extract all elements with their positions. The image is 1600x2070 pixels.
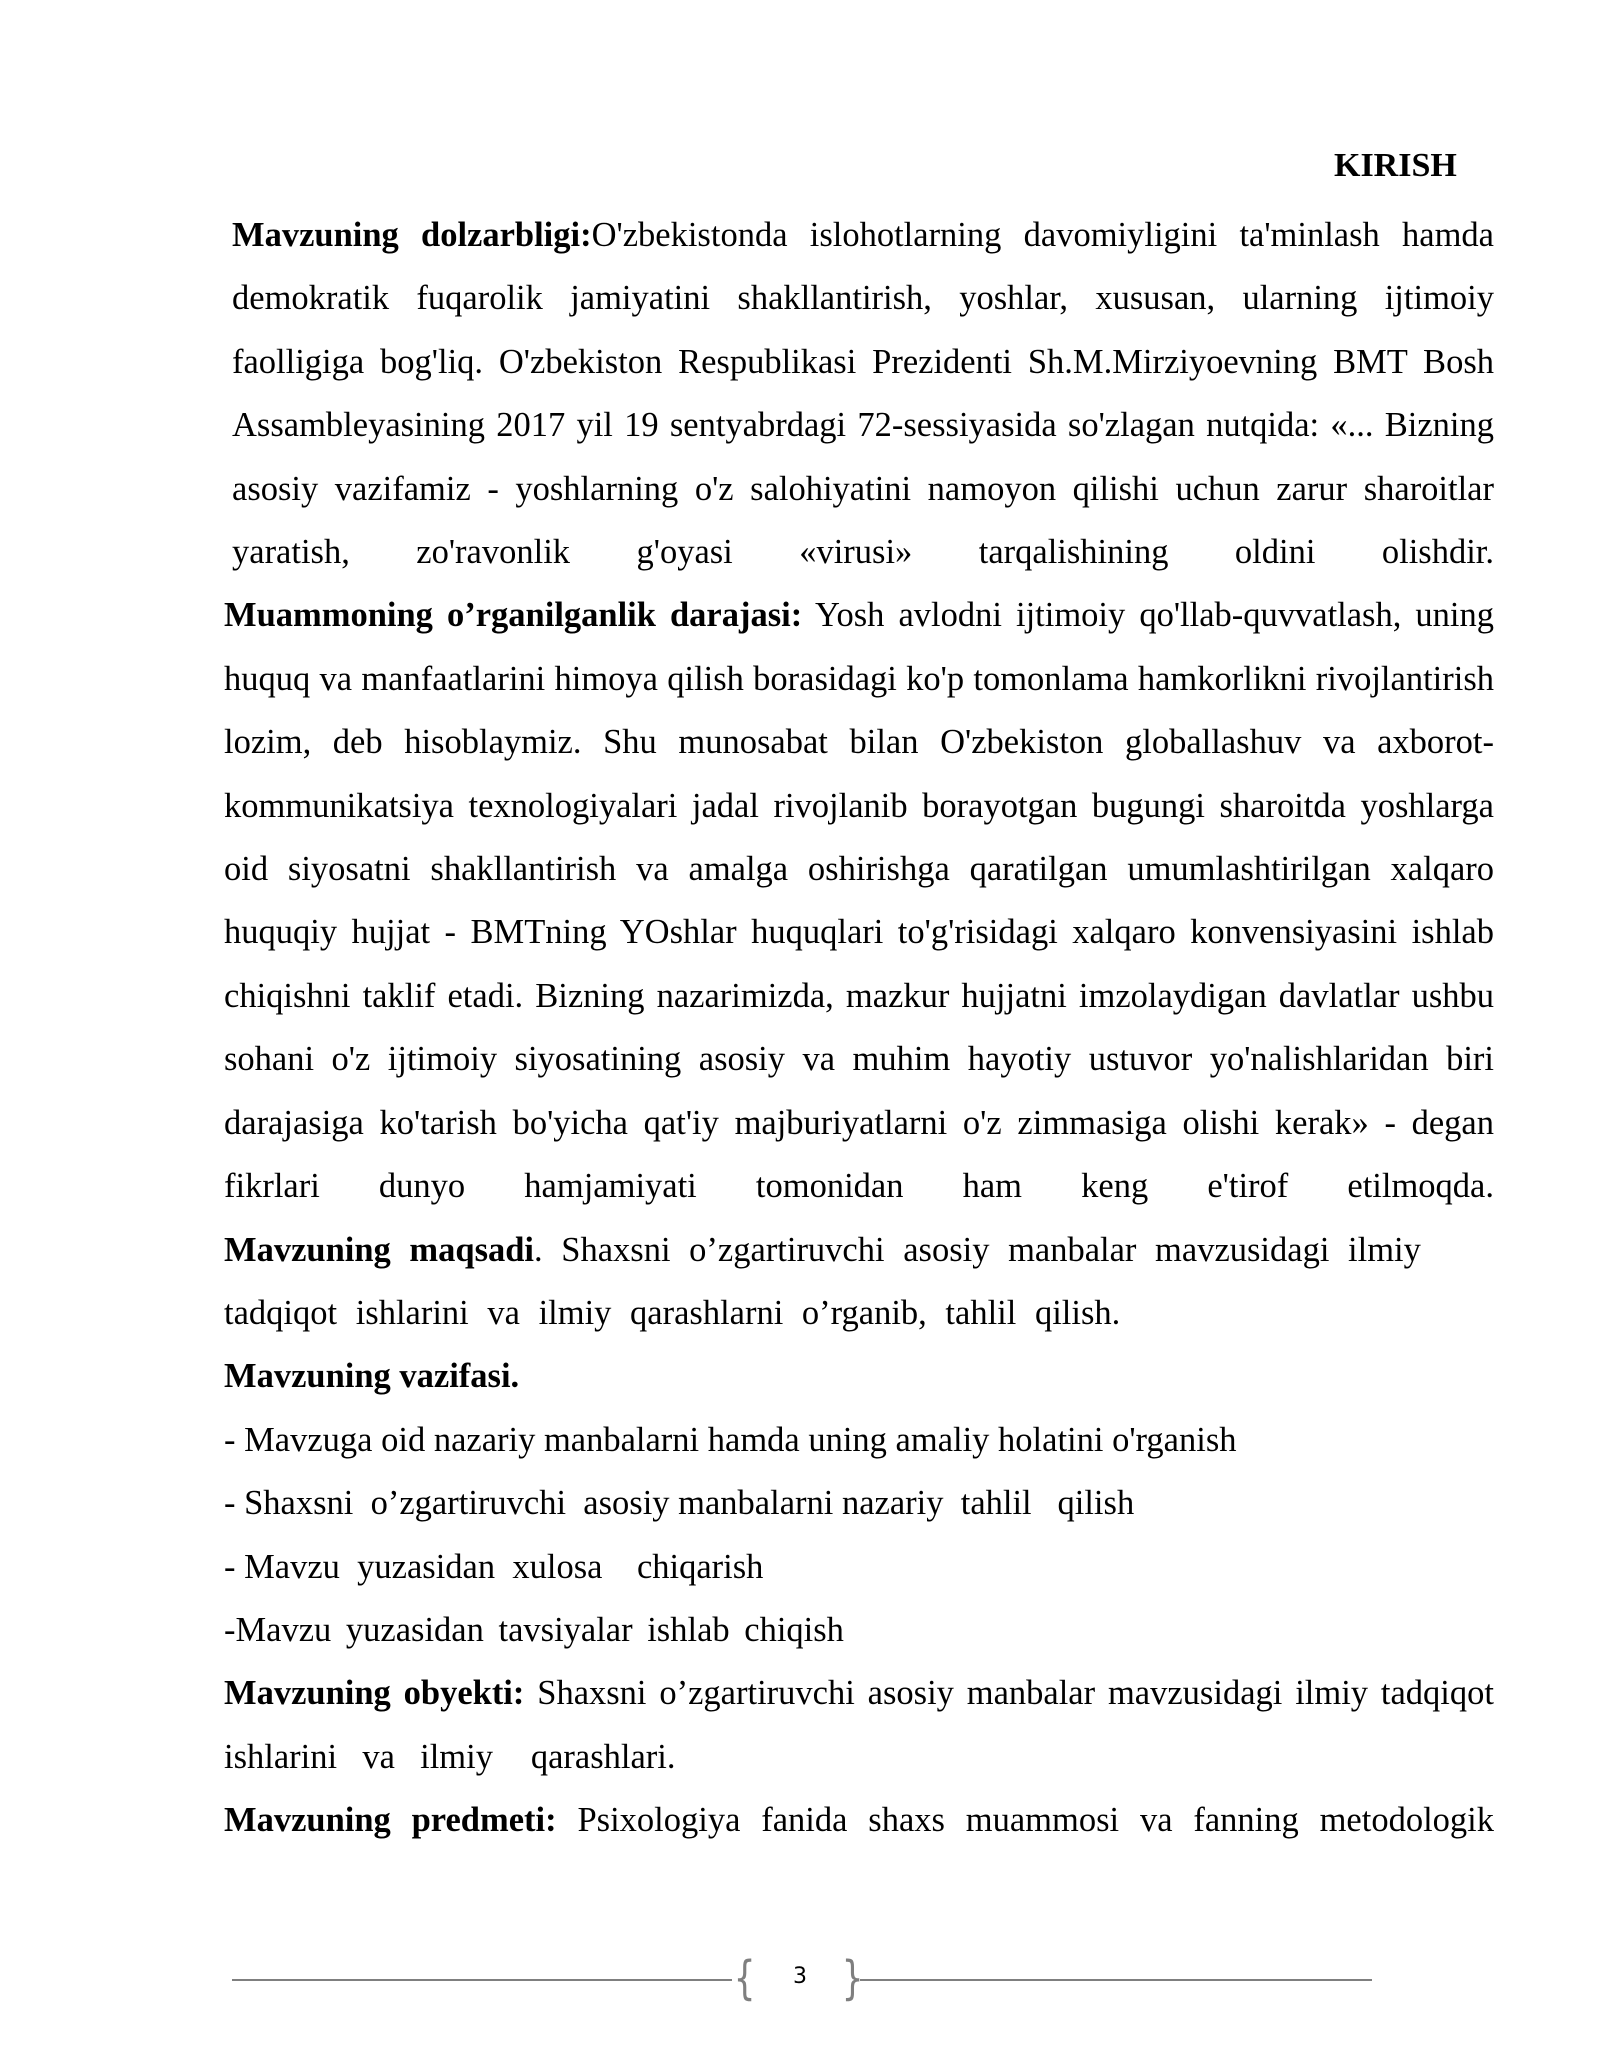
body-text [224, 204, 1520, 1853]
list-item: - Mavzu yuzasidan xulosa chiqarish [224, 1547, 764, 1586]
text-maqsadi: . Shaxsni o’zgartiruvchi asosiy manbalar mavzusidagi ilmiy tadqiqot ishlarini va ilmiy qarashlarni o’rganib, tahlil qilish. [224, 1230, 1421, 1332]
list-item: - Shaxsni o’zgartiruvchi asosiy manbalarni nazariy tahlil qilish [224, 1484, 1135, 1523]
text-obyekti: Shaxsni o’zgartiruvchi asosiy manbalar mavzusidagi ilmiy tadqiqot ishlarini va ilmiy qarashlari. [224, 1674, 1520, 1776]
left-brace-icon: { [733, 1951, 756, 2005]
footer-rule-left [232, 1979, 732, 1981]
footer-rule-right [860, 1979, 1372, 1981]
right-brace-icon: } [841, 1951, 864, 2005]
paragraph-dolzarbligi [224, 204, 1494, 584]
list-item: - Mavzuga oid nazariy manbalarni hamda uning amaliy holatini o'rganish [224, 1420, 1237, 1459]
paragraph-predmeti [224, 1789, 1494, 1852]
page-number: 3 [793, 1964, 807, 1989]
text-organilganlik: Yosh avlodni ijtimoiy qo'llab-quvvatlash, uning huquq va manfaatlarini himoya qilish borasidagi ko'p tomonlama hamkorlikni rivojlantirish lozim, deb hisoblaymiz. Shu munosabat bilan O'zbekiston globallashuv va axborot-kommunikatsiya texnologiyalari jadal rivojlanib borayotgan bugungi sharoitda yoshlarga oid siyosatni shakllantirish va amalga oshirishga qaratilgan umumlashtirilgan xalqaro huquqiy hujjat - BMTning YOshlar huquqlari to'g'risidagi xalqaro konvensiyasini ishlab chiqishni taklif etadi. Bizning nazarimizda, mazkur hujjatni imzolaydigan davlatlar ushbu sohani o'z ijtimoiy siyosatining asosiy va muhim hayotiy ustuvor yo'nalishlaridan biri darajasiga ko'tarish bo'yicha qat'iy majburiyatlarni o'z zimmasiga olishi kerak» - degan fikrlari dunyo hamjamiyati tomonidan ham keng e'tirof etilmoqda. [224, 596, 1494, 1206]
label-maqsadi: Mavzuning maqsadi [224, 1230, 535, 1269]
text-predmeti: Psixologiya fanida shaxs muammosi va fanning metodologik [556, 1801, 1494, 1840]
paragraph-obyekti [224, 1662, 1520, 1789]
text-dolzarbligi: O'zbekistonda islohotlarning davomiyligini ta'minlash hamda demokratik fuqarolik jamiyatini shakllantirish, yoshlar, xususan, ularning ijtimoiy faolligiga bog'liq. O'zbekiston Respublikasi Prezidenti Sh.M.Mirziyoevning BMT Bosh Assambleyasining 2017 yil 19 sentyabrdagi 72-sessiyasida so'zlagan nutqida: «... Bizning asosiy vazifamiz - yoshlarning o'z salohiyatini namoyon qilishi uchun zarur sharoitlar yaratish, zo'ravonlik g'oyasi «virusi» tarqalishining oldini olishdir. [232, 216, 1494, 572]
label-vazifasi: Mavzuning vazifasi. [224, 1357, 520, 1396]
list-item: -Mavzu yuzasidan tavsiyalar ishlab chiqish [224, 1610, 844, 1649]
paragraph-organilganlik [224, 584, 1494, 1218]
page-footer [232, 1950, 1372, 2010]
label-organilganlik: Muammoning o’rganilganlik darajasi: [224, 596, 803, 635]
paragraph-vazifasi [224, 1345, 1494, 1408]
section-heading: KIRISH [1334, 147, 1457, 184]
label-obyekti: Mavzuning obyekti: [224, 1674, 525, 1713]
label-dolzarbligi: Mavzuning dolzarbligi: [232, 216, 592, 254]
label-predmeti: Mavzuning predmeti: [224, 1801, 557, 1840]
paragraph-maqsadi [224, 1219, 1494, 1346]
